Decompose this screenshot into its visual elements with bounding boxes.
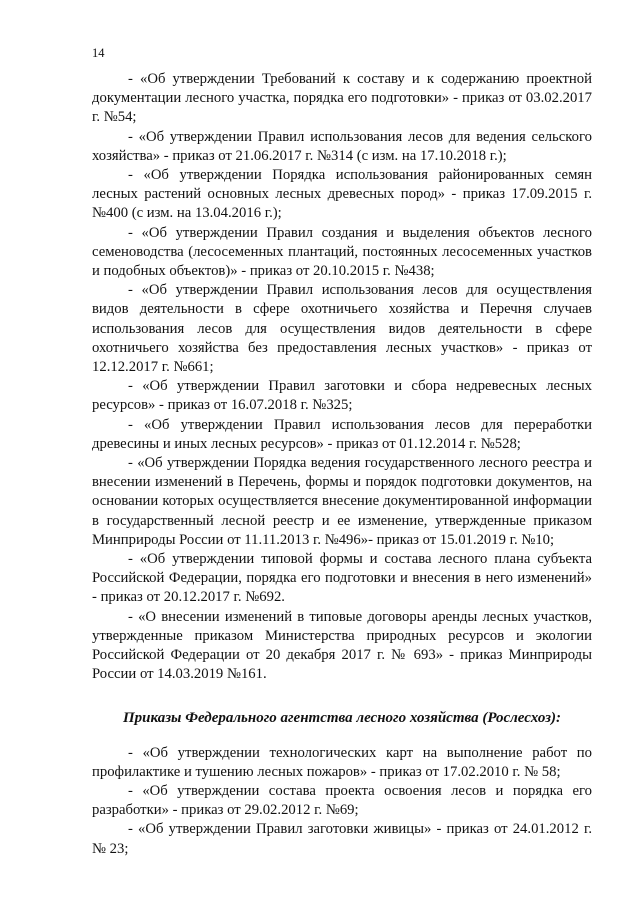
- list-item: - «Об утверждении состава проекта освоения лесов и порядка его разработки» - приказ от 29.02.2012 г. №69;: [92, 782, 592, 819]
- list-item: - «О внесении изменений в типовые договоры аренды лесных участков, утвержденные приказом Министерства природных ресурсов и экологии Российской Федерации от 20 декабря 2017 г. № 693» - приказ Минприроды России от 14.03.2019 №161.: [92, 608, 592, 683]
- list-item: - «Об утверждении Правил использования лесов для ведения сельского хозяйства» - приказ от 21.06.2017 г. №314 (с изм. на 17.10.2018 г.);: [92, 128, 592, 164]
- document-body: [92, 70, 592, 859]
- list-item: - «Об утверждении Правил заготовки живицы» - приказ от 24.01.2012 г. № 23;: [92, 821, 592, 857]
- list-item: - «Об утверждении типовой формы и состава лесного плана субъекта Российской Федерации, порядка его подготовки и внесения в него изменений» - приказ от 20.12.2017 г. №692.: [92, 551, 592, 606]
- list-item: - «Об утверждении Правил использования лесов для осуществления видов деятельности в сфере охотничьего хозяйства и Перечня случаев использования лесов для осуществления видов деятельности в сфере охотничьего хозяйства без предоставления лесных участков» - приказ от 12.12.2017 г. №661;: [92, 282, 592, 376]
- list-item: - «Об утверждении Требований к составу и к содержанию проектной документации лесного участка, порядка его подготовки» - приказ от 03.02.2017 г. №54;: [92, 71, 592, 126]
- section-heading: Приказы Федерального агентства лесного хозяйства (Рослесхоз):: [122, 709, 562, 726]
- list-item: - «Об утверждении Правил заготовки и сбора недревесных лесных ресурсов» - приказ от 16.07.2018 г. №325;: [92, 378, 592, 414]
- page-number: 14: [92, 46, 105, 60]
- list-item: - «Об утверждении Порядка использования районированных семян лесных растений основных лесных древесных пород» - приказ 17.09.2015 г. №400 (с изм. на 13.04.2016 г.);: [92, 167, 592, 222]
- list-item: - «Об утверждении Правил использования лесов для переработки древесины и иных лесных ресурсов» - приказ от 01.12.2014 г. №528;: [92, 416, 592, 452]
- list-item: - «Об утверждении технологических карт на выполнение работ по профилактике и тушению лесных пожаров» - приказ от 17.02.2010 г. № 58;: [92, 744, 592, 780]
- list-item: - «Об утверждении Порядка ведения государственного лесного реестра и внесении изменений в Перечень, формы и порядок подготовки документов, на основании которых осуществляется внесение документированной информации в государственный лесной реестр и ее изменение, утвержденные приказом Минприроды России от 11.11.2013 г. №496»- приказ от 15.01.2019 г. №10;: [92, 455, 592, 548]
- list-item: - «Об утверждении Правил создания и выделения объектов лесного семеноводства (лесосеменных плантаций, постоянных лесосеменных участков и подобных объектов)» - приказ от 20.10.2015 г. №438;: [92, 224, 592, 280]
